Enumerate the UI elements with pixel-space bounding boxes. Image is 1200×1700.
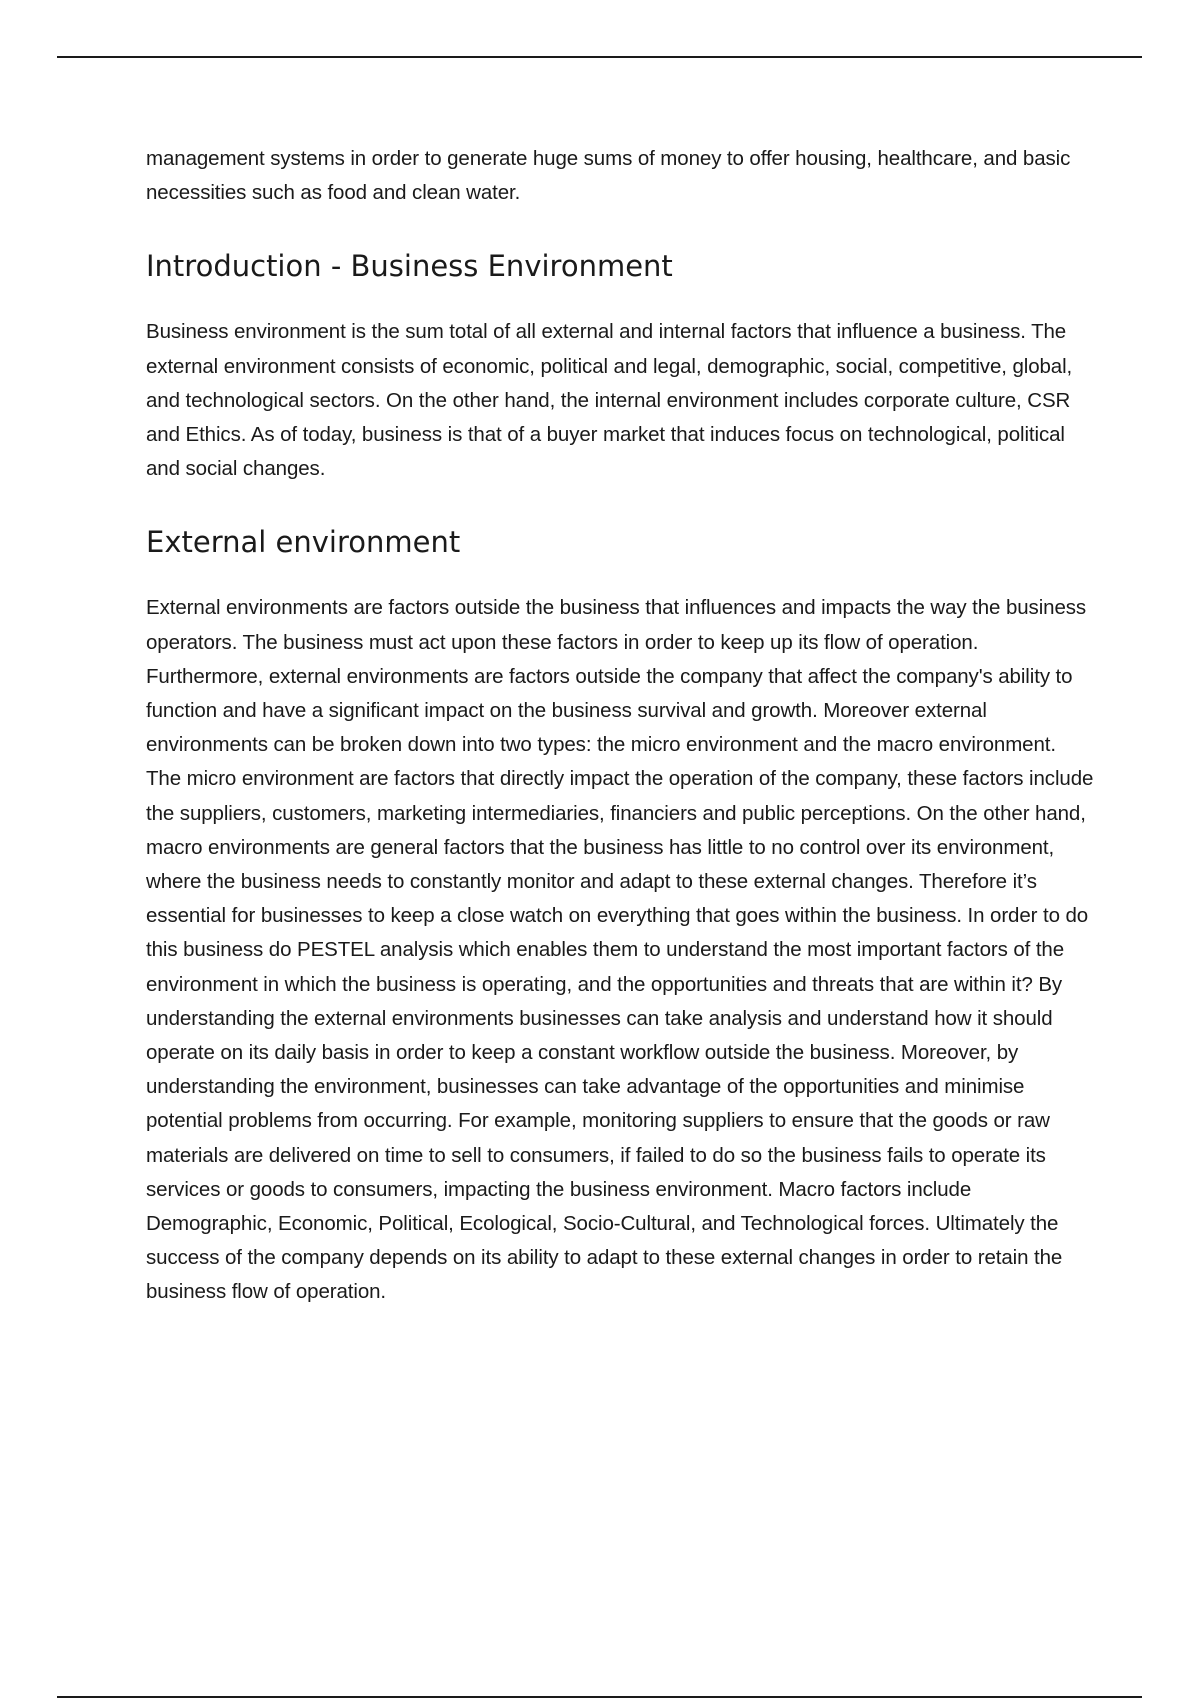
section-heading-introduction: Introduction - Business Environment [146,249,673,284]
section-heading-external-environment: External environment [146,525,461,560]
header-rule [57,56,1142,58]
document-body [146,142,1096,1310]
section-paragraph-external-environment: External environments are factors outside the business that influences and impacts the way the business operators. The business must act upon these factors in order to keep up its flow of operation. Furthermore, external environments are factors outside the company that affect the company's ability to function and have a significant impact on the business survival and growth. Moreover external environments can be broken down into two types: the micro environment and the macro environment. The micro environment are factors that directly impact the operation of the company, these factors include the suppliers, customers, marketing intermediaries, financiers and public perceptions. On the other hand, macro environments are general factors that the business has little to no control over its environment, where the business needs to constantly monitor and adapt to these external changes. Therefore it’s essential for businesses to keep a close watch on everything that goes within the business. In order to do this business do PESTEL analysis which enables them to understand the most important factors of the environment in which the business is operating, and the opportunities and threats that are within it? By understanding the external environments businesses can take analysis and understand how it should operate on its daily basis in order to keep a constant workflow outside the business. Moreover, by understanding the environment, businesses can take advantage of the opportunities and minimise potential problems from occurring. For example, monitoring suppliers to ensure that the goods or raw materials are delivered on time to sell to consumers, if failed to do so the business fails to operate its services or goods to consumers, impacting the business environment. Macro factors include Demographic, Economic, Political, Ecological, Socio-Cultural, and Technological forces. Ultimately the success of the company depends on its ability to adapt to these external changes in order to retain the business flow of operation. [146,596,1094,1304]
footer-rule [57,1696,1142,1698]
section-paragraph-introduction: Business environment is the sum total of all external and internal factors that influence a business. The external environment consists of economic, political and legal, demographic, social, competitive, global, and technological sectors. On the other hand, the internal environment includes corporate culture, CSR and Ethics. As of today, business is that of a buyer market that induces focus on technological, political and social changes. [146,320,1073,481]
lead-paragraph: management systems in order to generate huge sums of money to offer housing, healthcare, and basic necessities such as food and clean water. [146,147,1071,205]
